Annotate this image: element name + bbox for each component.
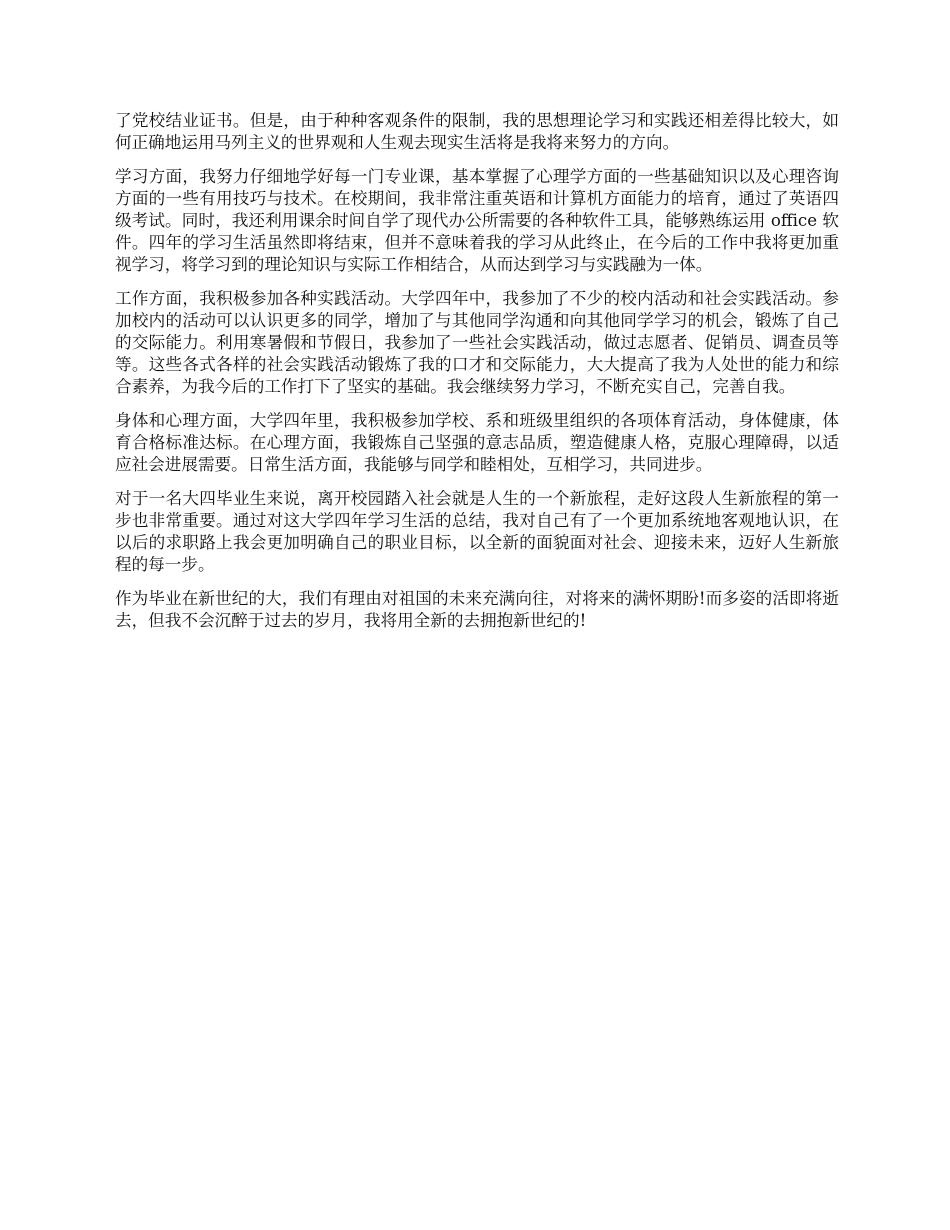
paragraph-closing: 作为毕业在新世纪的大，我们有理由对祖国的未来充满向往，对将来的满怀期盼!而多姿的活即将逝去，但我不会沉醉于过去的岁月，我将用全新的去拥抱新世纪的! [115, 589, 839, 630]
document-body [115, 110, 839, 644]
paragraph-party-school: 了党校结业证书。但是，由于种种客观条件的限制，我的思想理论学习和实践还相差得比较大，如何正确地运用马列主义的世界观和人生观去现实生活将是我将来努力的方向。 [115, 111, 839, 152]
paragraph-work: 工作方面，我积极参加各种实践活动。大学四年中，我参加了不少的校内活动和社会实践活动。参加校内的活动可以认识更多的同学，增加了与其他同学沟通和向其他同学学习的机会，锻炼了自己的交际能力。利用寒暑假和节假日，我参加了一些社会实践活动，做过志愿者、促销员、调查员等等。这些各式各样的社会实践活动锻炼了我的口才和交际能力，大大提高了我为人处世的能力和综合素养，为我今后的工作打下了坚实的基础。我会继续努力学习，不断充实自己，完善自我。 [115, 289, 839, 396]
paragraph-study: 学习方面，我努力仔细地学好每一门专业课，基本掌握了心理学方面的一些基础知识以及心理咨询方面的一些有用技巧与技术。在校期间，我非常注重英语和计算机方面能力的培育，通过了英语四级考试。同时，我还利用课余时间自学了现代办公所需要的各种软件工具，能够熟练运用 office 软件。四年的学习生活虽然即将结束，但并不意味着我的学习从此终止，在今后的工作中我将更加重视学习，将学习到的理论知识与实际工作相结合，从而达到学习与实践融为一体。 [115, 167, 839, 274]
paragraph-health: 身体和心理方面，大学四年里，我积极参加学校、系和班级里组织的各项体育活动，身体健康，体育合格标准达标。在心理方面，我锻炼自己坚强的意志品质，塑造健康人格，克服心理障碍，以适应社会进展需要。日常生活方面，我能够与同学和睦相处，互相学习，共同进步。 [115, 411, 839, 474]
paragraph-future: 对于一名大四毕业生来说，离开校园踏入社会就是人生的一个新旅程，走好这段人生新旅程的第一步也非常重要。通过对这大学四年学习生活的总结，我对自己有了一个更加系统地客观地认识，在以后的求职路上我会更加明确自己的职业目标，以全新的面貌面对社会、迎接未来，迈好人生新旅程的每一步。 [115, 489, 839, 574]
